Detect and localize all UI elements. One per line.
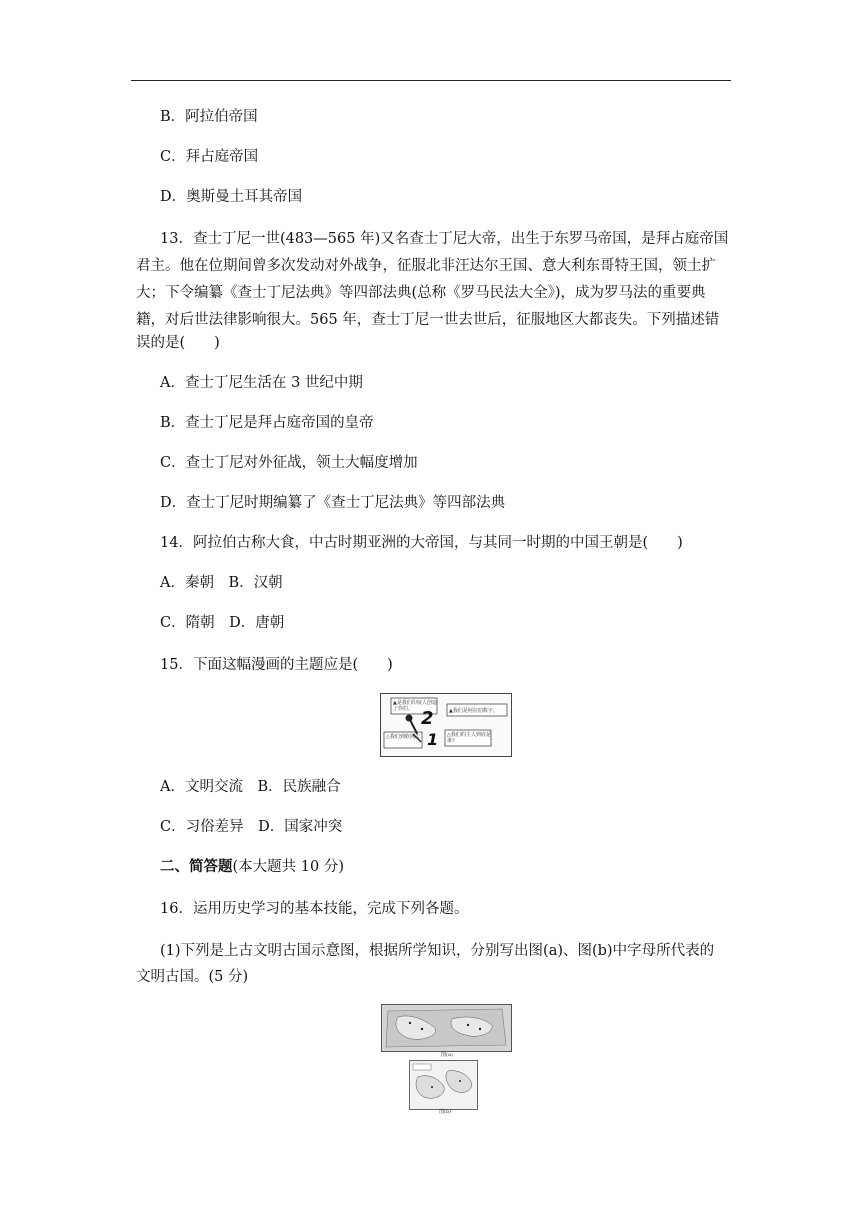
q14-stem: 14．阿拉伯古称大食，中古时期亚洲的大帝国，与其同一时期的中国王朝是( ) — [160, 535, 683, 551]
q16-sub1-line-1: (1)下列是上古文明古国示意图，根据所学知识，分别写出图(a)、图(b)中字母所代表的 — [160, 943, 715, 959]
q13-line-2: 君主。他在位期间曾多次发动对外战争，征服北非汪达尔王国、意大利东哥特王国，领土扩 — [136, 258, 716, 274]
q13-option-a: A．查士丁尼生活在 3 世纪中期 — [160, 375, 363, 391]
q15-stem: 15．下面这幅漫画的主题应是( ) — [160, 657, 393, 673]
option-d: D．奥斯曼土耳其帝国 — [160, 189, 303, 205]
q15-options-cd: C．习俗差异 D．国家冲突 — [160, 819, 343, 835]
map-figure-a — [381, 1004, 512, 1052]
cartoon-bubble-3: △我们到欧洲去 — [386, 734, 420, 740]
q13-option-d: D．查士丁尼时期编纂了《查士丁尼法典》等四部法典 — [160, 495, 506, 511]
q13-line-3: 大；下令编纂《查士丁尼法典》等四部法典(总称《罗马民法大全》)，成为罗马法的重要典 — [136, 285, 706, 301]
q13-line-5: 误的是( ) — [136, 335, 220, 351]
map-a-caption: 图(a) — [441, 1052, 453, 1058]
option-c: C．拜占庭帝国 — [160, 149, 259, 165]
header-rule — [131, 80, 731, 81]
section-2-note: (本大题共 10 分) — [232, 859, 344, 875]
cartoon-figure — [380, 693, 512, 757]
q13-option-c: C．查士丁尼对外征战，领土大幅度增加 — [160, 455, 418, 471]
q13-line-1: 13．查士丁尼一世(483—565 年)又名查士丁尼大帝，出生于东罗马帝国，是拜占庭帝国 — [160, 231, 729, 247]
q14-options-cd: C．隋朝 D．唐朝 — [160, 615, 285, 631]
cartoon-bubble-2: ▲我们是阿拉伯数字。 — [449, 708, 498, 714]
q13-line-4: 籍，对后世法律影响很大。565 年，查士丁尼一世去世后，征服地区大都丧失。下列描述错 — [136, 312, 720, 328]
cartoon-number-1: 1 — [427, 730, 439, 749]
q15-options-ab: A．文明交流 B．民族融合 — [160, 779, 341, 795]
cartoon-bubble-4: △我们的主人到底是谁? — [447, 732, 491, 744]
q13-option-b: B．查士丁尼是拜占庭帝国的皇帝 — [160, 415, 374, 431]
q16-sub1-line-2: 文明古国。(5 分) — [136, 969, 249, 985]
section-2-heading — [160, 857, 344, 877]
option-b: B．阿拉伯帝国 — [160, 109, 258, 125]
q14-options-ab: A．秦朝 B．汉朝 — [160, 575, 283, 591]
section-2-title: 二、简答题 — [160, 858, 233, 875]
q16-stem: 16．运用历史学习的基本技能，完成下列各题。 — [160, 901, 469, 917]
map-figure-b — [409, 1060, 478, 1110]
map-b-caption: 图(b) — [439, 1109, 452, 1115]
cartoon-bubble-1: ▲是我们印度人创造了你们。 — [393, 700, 437, 712]
cartoon-number-2: 2 — [421, 708, 434, 729]
